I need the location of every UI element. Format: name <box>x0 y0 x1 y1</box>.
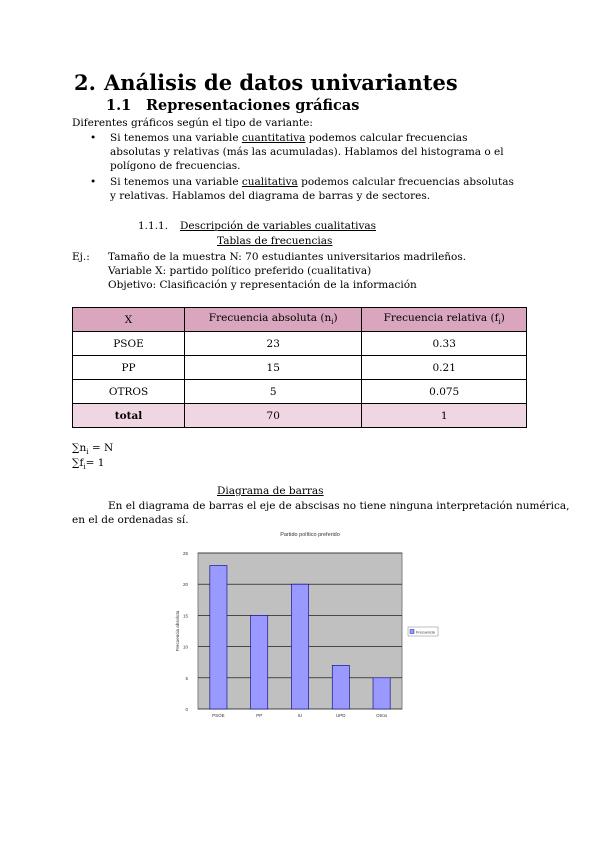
subsubsection-heading <box>138 219 376 233</box>
bar <box>332 665 349 709</box>
subsubsection-title: Descripción de variables cualitativas <box>180 220 377 232</box>
subsection-number: 1.1 <box>106 97 132 114</box>
bullet-text-before: Si tenemos una variable <box>110 176 242 188</box>
bullet-list <box>90 131 520 205</box>
cell-category: PP <box>73 356 185 380</box>
y-tick-label: 15 <box>182 613 188 619</box>
y-tick-label: 5 <box>185 675 188 681</box>
subsubsection-number: 1.1.1. <box>138 220 169 232</box>
subsection-title: Representaciones gráficas <box>146 97 360 114</box>
header-absolute: Frecuencia absoluta $(n_i)$ <box>185 308 362 332</box>
y-tick-label: 0 <box>185 707 188 712</box>
bullet-term: cualitativa <box>241 176 298 188</box>
y-axis-label: Frecuencia absoluta <box>175 610 180 652</box>
legend-label: Frecuencia <box>416 630 435 635</box>
chart-title: Partido político preferido <box>280 532 340 538</box>
cell-absolute: 5 <box>185 380 362 404</box>
cell-total-absolute: 70 <box>185 404 362 428</box>
bar <box>251 615 268 709</box>
y-tick-label: 25 <box>182 551 188 556</box>
header-relative: Frecuencia relativa $(f_i)$ <box>362 308 527 332</box>
example-line: Objetivo: Clasificación y representación de la información <box>108 279 417 291</box>
cell-absolute: 23 <box>185 332 362 356</box>
chart-heading: Diagrama de barras <box>217 485 324 497</box>
section-number: 2. <box>74 70 96 95</box>
bullet-text-before: Si tenemos una variable <box>110 132 242 144</box>
bar-chart <box>170 527 448 722</box>
bullet-term: cuantitativa <box>241 132 306 144</box>
x-tick-label: IU <box>297 713 303 718</box>
legend-swatch <box>410 630 414 634</box>
table-total-row <box>73 404 527 428</box>
bullet-icon: • <box>90 176 97 188</box>
subsection-heading <box>106 97 359 114</box>
bullet-text-after: podemos calcular frecuencias absolutas y relativas (más las acumuladas). Hablamos del histograma o el polígono de frecuencias. <box>110 132 504 172</box>
example-line: Variable X: partido político preferido (cualitativa) <box>108 265 372 277</box>
y-tick-label: 10 <box>182 644 188 650</box>
x-tick-label: PSOE <box>212 713 225 718</box>
section-heading <box>74 70 458 95</box>
x-tick-label: Otros <box>376 713 388 718</box>
bullet-text-after: podemos calcular frecuencias absolutas y relativas. Hablamos del diagrama de barras y de sectores. <box>110 176 514 202</box>
header-x: X <box>73 308 185 332</box>
cell-total-label: total <box>73 404 185 428</box>
y-tick-label: 20 <box>182 582 188 588</box>
bar <box>210 565 227 709</box>
table-row <box>73 380 527 404</box>
formula-sum-n: $\sum n_i = N$ <box>72 442 114 457</box>
list-item <box>90 131 520 173</box>
table-row <box>73 356 527 380</box>
table-title: Tablas de frecuencias <box>217 235 333 247</box>
cell-category: OTROS <box>73 380 185 404</box>
list-item <box>90 175 520 203</box>
cell-relative: 0.21 <box>362 356 527 380</box>
cell-relative: 0.33 <box>362 332 527 356</box>
table-row <box>73 332 527 356</box>
section-title: Análisis de datos univariantes <box>104 70 458 95</box>
table-header-row <box>73 308 527 332</box>
cell-relative: 0.075 <box>362 380 527 404</box>
example-line: Tamaño de la muestra N: 70 estudiantes universitarios madrileños. <box>108 251 467 263</box>
x-tick-label: PP <box>256 713 263 718</box>
bar <box>373 678 390 709</box>
bullet-icon: • <box>90 132 97 144</box>
chart-paragraph: en el de ordenadas sí. <box>72 514 189 526</box>
bar-chart-svg <box>170 527 448 722</box>
bar <box>291 584 308 709</box>
example-label: Ej.: <box>72 251 90 263</box>
formula-sum-f: $\sum f_i= 1$ <box>72 457 105 472</box>
chart-paragraph: En el diagrama de barras el eje de abscisas no tiene ninguna interpretación numérica, <box>108 500 570 512</box>
cell-category: PSOE <box>73 332 185 356</box>
frequency-table <box>72 307 527 428</box>
intro-text: Diferentes gráficos según el tipo de variante: <box>72 117 313 129</box>
x-tick-label: UPD <box>336 713 346 718</box>
cell-absolute: 15 <box>185 356 362 380</box>
cell-total-relative: 1 <box>362 404 527 428</box>
